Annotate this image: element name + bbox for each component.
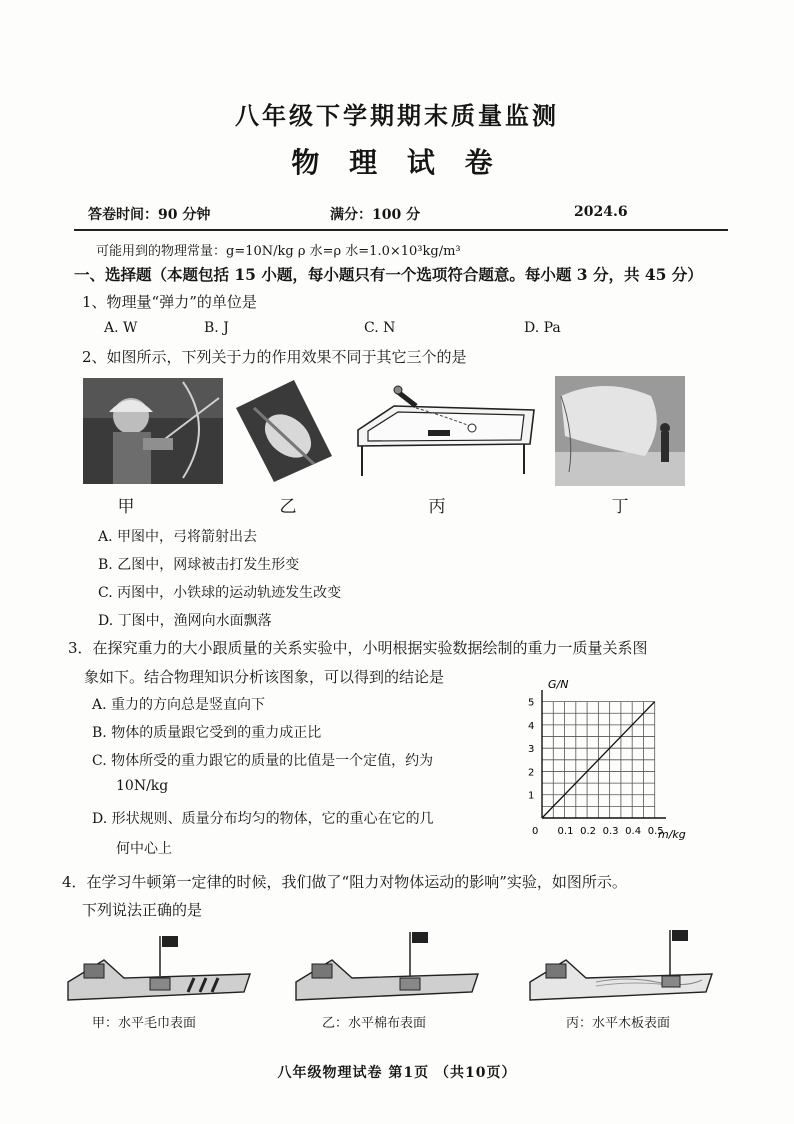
x-tick-label: 0.3 bbox=[602, 826, 619, 837]
q2-option-b: B. 乙图中，网球被击打发生形变 bbox=[98, 557, 300, 573]
q1-option-a: A. W bbox=[104, 320, 138, 336]
q2-caption-jia: 甲 bbox=[117, 497, 135, 517]
x-tick-label: 0.1 bbox=[557, 826, 574, 837]
page-footer: 八年级物理试卷 第1页 （共10页） bbox=[277, 1065, 517, 1081]
q3-option-d: D. 形状规则、质量分布均匀的物体，它的重心在它的几 bbox=[92, 811, 434, 827]
q2-caption-yi: 乙 bbox=[279, 497, 297, 517]
q3-stem-line1: 3．在探究重力的大小跟质量的关系实验中，小明根据实验数据绘制的重力一质量关系图 bbox=[68, 639, 648, 657]
ramp-towel-drawing bbox=[64, 930, 254, 1006]
exam-title: 八年级下学期期末质量监测 bbox=[235, 101, 559, 130]
header-divider bbox=[74, 229, 728, 231]
q2-stem: 2、如图所示，下列关于力的作用效果不同于其它三个的是 bbox=[82, 348, 467, 366]
q2-option-a: A. 甲图中，弓将箭射出去 bbox=[98, 529, 258, 545]
ramp-wood-drawing bbox=[526, 926, 716, 1006]
q3-option-c-cont: 10N/kg bbox=[116, 778, 169, 794]
section-heading: 一、选择题（本题包括 15 小题，每小题只有一个选项符合题意。每小题 3 分，共 45 分） bbox=[74, 265, 703, 284]
ramp-cotton-drawing bbox=[292, 930, 482, 1006]
q2-caption-bing: 丙 bbox=[428, 497, 446, 517]
iron-ball-table-drawing bbox=[354, 384, 536, 478]
q3-stem-line2: 象如下。结合物理知识分析该图象，可以得到的结论是 bbox=[84, 668, 445, 686]
x-tick-label: 0.4 bbox=[625, 826, 642, 837]
q1-option-c: C. N bbox=[364, 320, 396, 336]
q1-option-d: D. Pa bbox=[524, 320, 561, 336]
y-tick-label: 3 bbox=[528, 744, 535, 756]
y-tick-label: 5 bbox=[528, 697, 535, 709]
x-tick-label: 0.2 bbox=[580, 826, 596, 837]
q4-stem-line2: 下列说法正确的是 bbox=[82, 901, 203, 919]
q4-caption-yi: 乙：水平棉布表面 bbox=[322, 1016, 427, 1031]
subject-title: 物 理 试 卷 bbox=[291, 146, 503, 179]
x-tick-label: 0.5 bbox=[647, 826, 664, 837]
q2-option-d: D. 丁图中，渔网向水面飘落 bbox=[98, 613, 272, 629]
fishing-net-photo bbox=[555, 376, 685, 486]
physical-constants: 可能用到的物理常量：g=10N/kg ρ 水=ρ 水=1.0×10³kg/m³ bbox=[96, 244, 461, 259]
q2-option-c: C. 丙图中，小铁球的运动轨迹发生改变 bbox=[98, 585, 342, 601]
full-score: 满分：100 分 bbox=[330, 207, 421, 223]
q3-option-c: C. 物体所受的重力跟它的质量的比值是一个定值，约为 bbox=[92, 753, 434, 769]
q3-option-a: A. 重力的方向总是竖直向下 bbox=[92, 697, 266, 713]
q1-stem: 1、物理量“弹力”的单位是 bbox=[82, 293, 257, 311]
q4-caption-jia: 甲：水平毛巾表面 bbox=[92, 1016, 197, 1031]
gravity-mass-chart bbox=[518, 676, 688, 844]
q4-caption-bing: 丙：水平木板表面 bbox=[566, 1016, 671, 1031]
q3-option-b: B. 物体的质量跟它受到的重力成正比 bbox=[92, 725, 322, 741]
q1-option-b: B. J bbox=[204, 320, 229, 336]
x-tick-label: 0 bbox=[532, 826, 539, 837]
exam-date: 2024.6 bbox=[574, 204, 628, 220]
chart-y-label: G/N bbox=[548, 678, 569, 691]
q2-caption-ding: 丁 bbox=[611, 497, 629, 517]
y-tick-label: 2 bbox=[528, 767, 535, 779]
chart-x-label: m/kg bbox=[658, 828, 686, 841]
q4-stem-line1: 4．在学习牛顿第一定律的时候，我们做了“阻力对物体运动的影响”实验，如图所示。 bbox=[62, 873, 627, 891]
q3-option-d-cont: 何中心上 bbox=[116, 841, 172, 857]
exam-time: 答卷时间：90 分钟 bbox=[88, 207, 211, 223]
y-tick-label: 4 bbox=[528, 720, 535, 732]
archer-photo bbox=[83, 378, 223, 484]
tennis-ball-photo bbox=[234, 378, 334, 484]
y-tick-label: 1 bbox=[528, 790, 535, 802]
